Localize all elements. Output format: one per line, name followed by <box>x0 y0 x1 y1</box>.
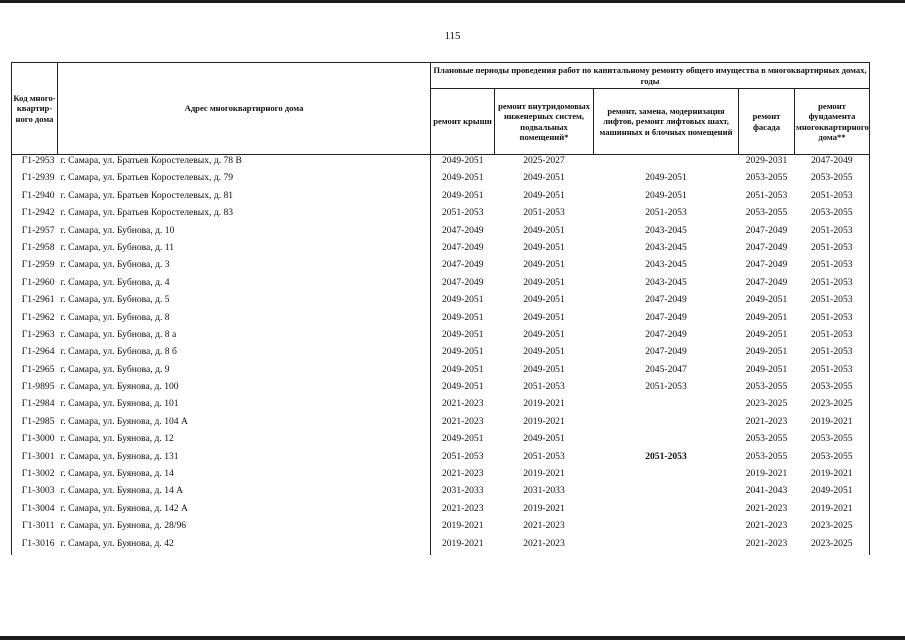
table-row <box>12 433 870 450</box>
cell-systems: 2049-2051 <box>523 189 565 201</box>
cell-systems: 2049-2051 <box>523 259 565 271</box>
cell-facade: 2021-2023 <box>745 537 788 549</box>
table-row <box>12 329 870 346</box>
cell-foundation: 2053-2055 <box>795 433 870 450</box>
cell-facade: 2023-2025 <box>745 398 788 410</box>
cell-facade: 2053-2055 <box>745 433 788 445</box>
cell-systems: 2051-2053 <box>523 450 565 462</box>
cell-systems: 2049-2051 <box>523 328 565 340</box>
header-address: Адрес многоквартирного дома <box>58 63 431 155</box>
cell-roof: 2019-2021 <box>441 537 484 549</box>
table-row <box>12 225 870 242</box>
cell-elevators <box>594 398 739 415</box>
table-row <box>12 520 870 537</box>
header-foundation: ремонт фундамента многоквартирного дома** <box>795 89 870 155</box>
cell-address: г. Самара, ул. Буянова, д. 28/96 <box>58 520 431 537</box>
cell-systems: 2049-2051 <box>523 224 565 236</box>
table-row <box>12 207 870 224</box>
cell-systems: 2049-2051 <box>523 172 565 184</box>
cell-systems: 2019-2021 <box>523 502 565 514</box>
cell-address: г. Самара, ул. Буянова, д. 101 <box>58 398 431 415</box>
cell-code: Г1-2965 <box>12 364 58 381</box>
header-systems: ремонт внутридомовых инженерных систем, подвальных помещений* <box>495 89 594 155</box>
cell-systems: 2049-2051 <box>523 311 565 323</box>
cell-elevators: 2051-2053 <box>645 381 687 393</box>
cell-systems: 2051-2053 <box>523 207 565 219</box>
table-row <box>12 242 870 259</box>
cell-roof: 2049-2051 <box>441 172 484 184</box>
cell-facade: 2047-2049 <box>745 276 788 288</box>
cell-code: Г1-3001 <box>12 451 58 468</box>
cell-systems: 2049-2051 <box>523 276 565 288</box>
cell-code: Г1-2961 <box>12 294 58 311</box>
table-row <box>12 485 870 502</box>
cell-foundation: 2047-2049 <box>795 155 870 173</box>
cell-address: г. Самара, ул. Братьев Коростелевых, д. 83 <box>58 207 431 224</box>
table-row <box>12 294 870 311</box>
cell-elevators <box>594 485 739 502</box>
cell-roof: 2021-2023 <box>441 502 484 514</box>
cell-foundation: 2051-2053 <box>795 329 870 346</box>
cell-address: г. Самара, ул. Братьев Коростелевых, д. 78 В <box>58 155 431 173</box>
table-row <box>12 155 870 173</box>
cell-elevators: 2043-2045 <box>645 259 687 271</box>
cell-systems: 2021-2023 <box>523 537 565 549</box>
cell-code: Г1-2962 <box>12 312 58 329</box>
cell-roof: 2049-2051 <box>441 433 484 445</box>
cell-roof: 2047-2049 <box>441 259 484 271</box>
cell-foundation: 2051-2053 <box>795 259 870 276</box>
cell-code: Г1-3004 <box>12 503 58 520</box>
cell-address: г. Самара, ул. Буянова, д. 142 А <box>58 503 431 520</box>
cell-facade: 2053-2055 <box>745 207 788 219</box>
cell-address: г. Самара, ул. Бубнова, д. 3 <box>58 259 431 276</box>
cell-elevators: 2043-2045 <box>645 224 687 236</box>
cell-address: г. Самара, ул. Бубнова, д. 4 <box>58 277 431 294</box>
cell-facade: 2053-2055 <box>745 450 788 462</box>
page-number: 115 <box>444 30 461 42</box>
bottom-border-line <box>0 636 905 640</box>
table-row <box>12 364 870 381</box>
cell-facade: 2049-2051 <box>745 311 788 323</box>
cell-code: Г1-2985 <box>12 416 58 433</box>
cell-address: г. Самара, ул. Бубнова, д. 9 <box>58 364 431 381</box>
table-row <box>12 503 870 520</box>
cell-roof: 2051-2053 <box>441 450 484 462</box>
table-row <box>12 172 870 189</box>
table-row <box>12 416 870 433</box>
cell-foundation: 2051-2053 <box>795 225 870 242</box>
cell-code: Г1-3002 <box>12 468 58 485</box>
cell-code: Г1-2963 <box>12 329 58 346</box>
table-row <box>12 190 870 207</box>
table-row <box>12 346 870 363</box>
cell-code: Г1-3000 <box>12 433 58 450</box>
cell-roof: 2049-2051 <box>441 328 484 340</box>
cell-systems: 2049-2051 <box>523 241 565 253</box>
cell-foundation: 2051-2053 <box>795 277 870 294</box>
cell-elevators <box>594 520 739 537</box>
cell-roof: 2049-2051 <box>441 311 484 323</box>
cell-code: Г1-2939 <box>12 172 58 189</box>
cell-elevators <box>594 468 739 485</box>
cell-roof: 2049-2051 <box>441 155 484 166</box>
cell-systems: 2031-2033 <box>523 485 565 497</box>
table-row <box>12 381 870 398</box>
cell-code: Г1-2953 <box>12 155 58 173</box>
cell-address: г. Самара, ул. Бубнова, д. 8 б <box>58 346 431 363</box>
cell-systems: 2051-2053 <box>523 381 565 393</box>
cell-facade: 2049-2051 <box>745 294 788 306</box>
cell-address: г. Самара, ул. Буянова, д. 12 <box>58 433 431 450</box>
cell-roof: 2049-2051 <box>441 363 484 375</box>
cell-address: г. Самара, ул. Буянова, д. 131 <box>58 451 431 468</box>
cell-address: г. Самара, ул. Братьев Коростелевых, д. 81 <box>58 190 431 207</box>
cell-elevators: 2043-2045 <box>645 241 687 253</box>
cell-elevators: 2047-2049 <box>645 311 687 323</box>
table-header <box>12 63 870 155</box>
cell-address: г. Самара, ул. Буянова, д. 100 <box>58 381 431 398</box>
cell-code: Г1-9895 <box>12 381 58 398</box>
cell-foundation: 2053-2055 <box>795 381 870 398</box>
cell-code: Г1-3003 <box>12 485 58 502</box>
cell-elevators: 2043-2045 <box>645 276 687 288</box>
cell-roof: 2019-2021 <box>441 520 484 532</box>
cell-facade: 2051-2053 <box>745 189 788 201</box>
cell-roof: 2049-2051 <box>441 189 484 201</box>
cell-facade: 2053-2055 <box>745 381 788 393</box>
cell-elevators <box>594 503 739 520</box>
cell-roof: 2031-2033 <box>441 485 484 497</box>
cell-roof: 2049-2051 <box>441 381 484 393</box>
cell-facade: 2049-2051 <box>745 363 788 375</box>
cell-foundation: 2051-2053 <box>795 346 870 363</box>
cell-systems: 2049-2051 <box>523 294 565 306</box>
cell-elevators: 2045-2047 <box>645 363 687 375</box>
cell-elevators <box>594 538 739 555</box>
cell-code: Г1-3011 <box>12 520 58 537</box>
table-row <box>12 312 870 329</box>
cell-facade: 2047-2049 <box>745 241 788 253</box>
cell-facade: 2021-2023 <box>745 520 788 532</box>
cell-foundation: 2053-2055 <box>795 207 870 224</box>
cell-systems: 2019-2021 <box>523 415 565 427</box>
table-row <box>12 398 870 415</box>
cell-roof: 2047-2049 <box>441 276 484 288</box>
cell-foundation: 2051-2053 <box>795 190 870 207</box>
cell-foundation: 2049-2051 <box>795 485 870 502</box>
cell-code: Г1-2964 <box>12 346 58 363</box>
cell-systems: 2049-2051 <box>523 363 565 375</box>
cell-facade: 2029-2031 <box>745 155 788 166</box>
cell-foundation: 2023-2025 <box>795 520 870 537</box>
cell-facade: 2019-2021 <box>745 468 788 480</box>
cell-systems: 2049-2051 <box>523 346 565 358</box>
cell-facade: 2021-2023 <box>745 502 788 514</box>
cell-code: Г1-2942 <box>12 207 58 224</box>
cell-systems: 2021-2023 <box>523 520 565 532</box>
cell-facade: 2049-2051 <box>745 346 788 358</box>
cell-elevators <box>594 155 739 173</box>
cell-elevators: 2051-2053 <box>645 207 687 219</box>
cell-systems: 2049-2051 <box>523 433 565 445</box>
cell-facade: 2049-2051 <box>745 328 788 340</box>
table-body <box>12 155 870 555</box>
header-elevators: ремонт, замена, модернизация лифтов, ремонт лифтовых шахт, машинных и блочных помещений <box>594 89 739 155</box>
cell-foundation: 2019-2021 <box>795 416 870 433</box>
cell-address: г. Самара, ул. Буянова, д. 14 <box>58 468 431 485</box>
cell-roof: 2021-2023 <box>441 398 484 410</box>
cell-address: г. Самара, ул. Бубнова, д. 10 <box>58 225 431 242</box>
cell-address: г. Самара, ул. Бубнова, д. 8 а <box>58 329 431 346</box>
cell-code: Г1-3016 <box>12 538 58 555</box>
cell-elevators: 2047-2049 <box>645 328 687 340</box>
cell-address: г. Самара, ул. Буянова, д. 104 А <box>58 416 431 433</box>
cell-roof: 2021-2023 <box>441 468 484 480</box>
cell-foundation: 2019-2021 <box>795 468 870 485</box>
table-row <box>12 468 870 485</box>
cell-code: Г1-2960 <box>12 277 58 294</box>
cell-foundation: 2019-2021 <box>795 503 870 520</box>
cell-facade: 2047-2049 <box>745 224 788 236</box>
cell-code: Г1-2940 <box>12 190 58 207</box>
cell-foundation: 2053-2055 <box>795 451 870 468</box>
cell-code: Г1-2984 <box>12 398 58 415</box>
repair-schedule-table <box>11 62 870 555</box>
cell-foundation: 2023-2025 <box>795 398 870 415</box>
cell-systems: 2019-2021 <box>523 398 565 410</box>
cell-facade: 2047-2049 <box>745 259 788 271</box>
cell-foundation: 2023-2025 <box>795 538 870 555</box>
cell-facade: 2021-2023 <box>745 415 788 427</box>
cell-elevators: 2049-2051 <box>645 189 687 201</box>
cell-elevators <box>594 433 739 450</box>
cell-foundation: 2053-2055 <box>795 172 870 189</box>
cell-roof: 2049-2051 <box>441 294 484 306</box>
cell-roof: 2051-2053 <box>441 207 484 219</box>
cell-roof: 2047-2049 <box>441 241 484 253</box>
cell-foundation: 2051-2053 <box>795 294 870 311</box>
cell-systems: 2019-2021 <box>523 468 565 480</box>
header-facade: ремонт фасада <box>739 89 795 155</box>
table-row <box>12 451 870 468</box>
header-roof: ремонт крыши <box>431 89 495 155</box>
table-row <box>12 538 870 555</box>
cell-elevators: 2049-2051 <box>645 172 687 184</box>
cell-roof: 2049-2051 <box>441 346 484 358</box>
cell-address: г. Самара, ул. Братьев Коростелевых, д. 79 <box>58 172 431 189</box>
cell-facade: 2041-2043 <box>745 485 788 497</box>
cell-foundation: 2051-2053 <box>795 364 870 381</box>
cell-roof: 2047-2049 <box>441 224 484 236</box>
cell-address: г. Самара, ул. Бубнова, д. 5 <box>58 294 431 311</box>
cell-systems: 2025-2027 <box>523 155 565 166</box>
cell-code: Г1-2957 <box>12 225 58 242</box>
cell-roof: 2021-2023 <box>441 415 484 427</box>
cell-foundation: 2051-2053 <box>795 312 870 329</box>
cell-foundation: 2051-2053 <box>795 242 870 259</box>
cell-elevators: 2047-2049 <box>645 346 687 358</box>
table-row <box>12 277 870 294</box>
table-row <box>12 259 870 276</box>
cell-code: Г1-2958 <box>12 242 58 259</box>
cell-facade: 2053-2055 <box>745 172 788 184</box>
cell-address: г. Самара, ул. Буянова, д. 14 А <box>58 485 431 502</box>
header-code: Код много-квартир-ного дома <box>12 63 58 155</box>
cell-elevators: 2047-2049 <box>645 294 687 306</box>
header-work-periods: Плановые периоды проведения работ по капитальному ремонту общего имущества в многоквартирных домах, годы <box>431 63 870 89</box>
top-border-line <box>0 0 905 3</box>
cell-address: г. Самара, ул. Бубнова, д. 11 <box>58 242 431 259</box>
cell-code: Г1-2959 <box>12 259 58 276</box>
cell-elevators: 2051-2053 <box>645 450 687 462</box>
cell-address: г. Самара, ул. Буянова, д. 42 <box>58 538 431 555</box>
cell-elevators <box>594 416 739 433</box>
cell-address: г. Самара, ул. Бубнова, д. 8 <box>58 312 431 329</box>
